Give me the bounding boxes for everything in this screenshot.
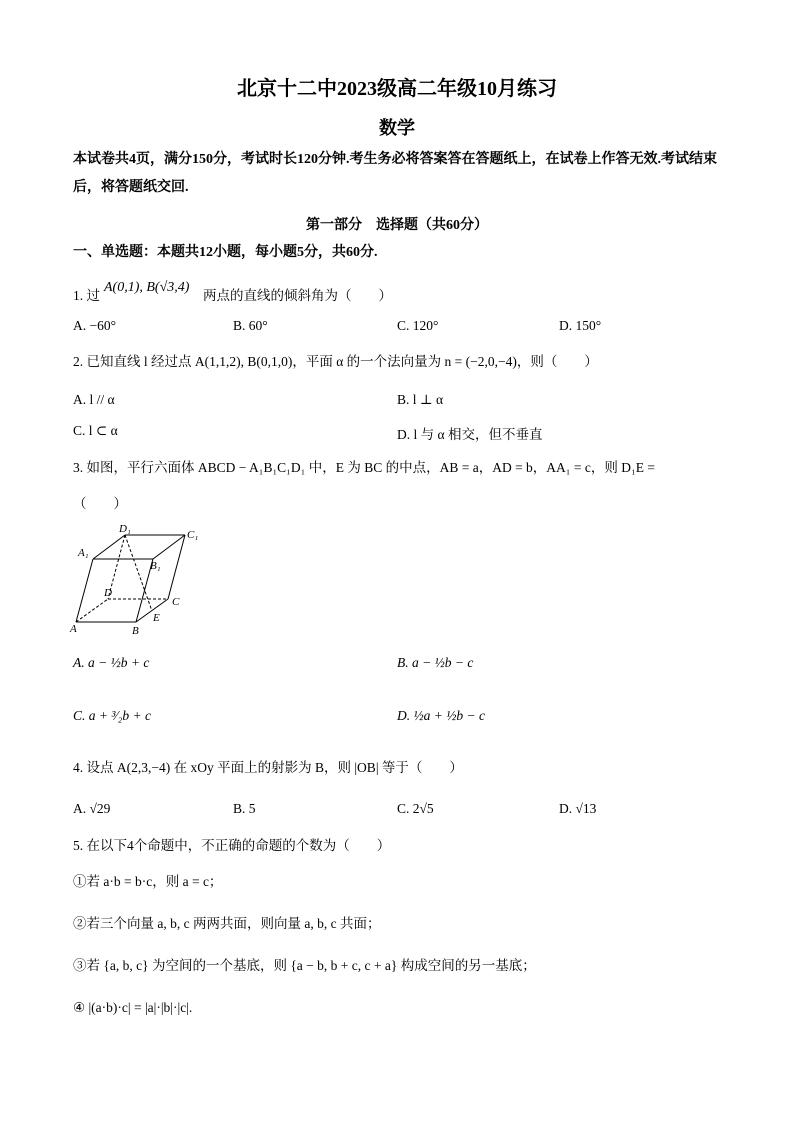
parallelepiped-figure	[68, 520, 198, 640]
q2-option-d[interactable]: D. l 与 α 相交，但不垂直	[397, 427, 543, 442]
q1-prefix: 1. 过	[73, 288, 100, 303]
q4-option-c[interactable]: C. 2√5	[397, 801, 434, 816]
q5-stem: 5. 在以下4个命题中，不正确的命题的个数为（ ）	[73, 838, 391, 853]
q3-option-a[interactable]: A. a − ½b + c	[73, 655, 150, 670]
q2-option-b[interactable]: B. l ⊥ α	[397, 392, 444, 407]
exam-notice: 本试卷共4页，满分150分，考试时长120分钟.考生务必将答案答在答题纸上，在试卷上作答无效.考试结束后，将答题纸交回.	[73, 152, 717, 195]
q3-option-b[interactable]: B. a − ½b − c	[397, 655, 474, 670]
section-heading: 一、单选题：本题共12小题，每小题5分，共60分.	[73, 245, 378, 260]
fig-label-a: A	[70, 623, 77, 635]
q4-stem: 4. 设点 A(2,3,−4) 在 xOy 平面上的射影为 B，则 |OB| 等于（ ）	[73, 760, 463, 775]
q2-option-c[interactable]: C. l ⊂ α	[73, 423, 118, 438]
q2-stem: 2. 已知直线 l 经过点 A(1,1,2), B(0,1,0)，平面 α 的一个法向量为 n = (−2,0,−4)，则（ ）	[73, 354, 598, 369]
exam-title: 北京十二中2023级高二年级10月练习	[237, 78, 557, 100]
fig-label-a1: A₁	[78, 547, 89, 559]
fig-label-b: B	[132, 625, 139, 637]
fig-label-e: E	[153, 612, 160, 624]
q1-option-d[interactable]: D. 150°	[559, 318, 602, 333]
fig-label-c: C	[172, 596, 180, 608]
fig-label-b1: B₁	[150, 560, 161, 572]
q1-option-c[interactable]: C. 120°	[397, 318, 439, 333]
fig-label-c1: C₁	[187, 529, 198, 541]
q3-stem-cont: （ ）	[73, 496, 127, 511]
q5-item-3: ③若 {a, b, c} 为空间的一个基底，则 {a − b, b + c, c + a} 构成空间的另一基底；	[73, 958, 536, 973]
q1-option-b[interactable]: B. 60°	[233, 318, 268, 333]
q5-item-4: ④ |(a·b)·c| = |a|·|b|·|c|.	[73, 1000, 193, 1015]
q3-option-c[interactable]: C. a + ³⁄₂b + c	[73, 708, 151, 723]
fig-label-d1: D₁	[119, 523, 131, 535]
q5-item-2: ②若三个向量 a, b, c 两两共面，则向量 a, b, c 共面；	[73, 916, 381, 931]
q1-option-a[interactable]: A. −60°	[73, 318, 117, 333]
q1-suffix: 两点的直线的倾斜角为（ ）	[203, 288, 392, 303]
q3-stem: 3. 如图，平行六面体 ABCD − A₁B₁C₁D₁ 中，E 为 BC 的中点，AB = a，AD = b，AA₁ = c，则 D₁E =	[73, 460, 655, 475]
q4-option-b[interactable]: B. 5	[233, 801, 256, 816]
part-heading: 第一部分 选择题（共60分）	[306, 218, 488, 233]
q4-option-d[interactable]: D. √13	[559, 801, 597, 816]
q4-option-a[interactable]: A. √29	[73, 801, 111, 816]
q5-item-1: ①若 a·b = b·c，则 a = c；	[73, 874, 223, 889]
q1-math: A(0,1), B(√3,4)	[104, 280, 190, 295]
fig-label-d: D	[104, 587, 112, 599]
subject-title: 数学	[379, 118, 415, 138]
q2-option-a[interactable]: A. l // α	[73, 392, 115, 407]
q3-option-d[interactable]: D. ½a + ½b − c	[397, 708, 485, 723]
